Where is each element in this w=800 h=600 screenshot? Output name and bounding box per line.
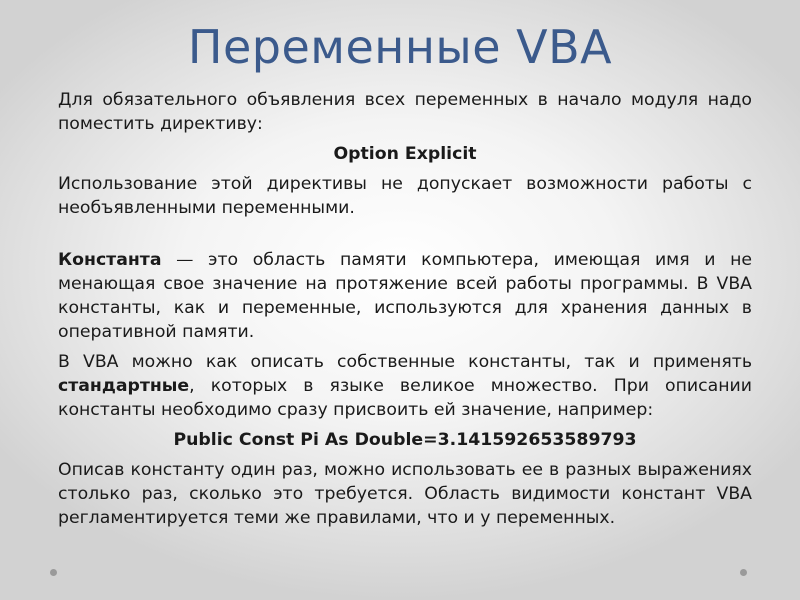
paragraph-scope: Описав константу один раз, можно использовать ее в разных выражениях столько раз, сколько это требуется. Область видимости констант VBA регламентируется теми же правилами, что и у переменных. [58,460,752,528]
slide-body [58,88,752,530]
term-constant: Константа [58,250,162,270]
paragraph-directive-usage: Использование этой директивы не допускает возможности работы с необъявленными переменными. [58,174,752,218]
paragraph-declaration: Для обязательного объявления всех переменных в начало модуля надо поместить директиву: [58,90,752,134]
standard-constants-text-start: В VBA можно как описать собственные константы, так и применять [58,352,752,372]
slide-title: Переменные VBA [187,20,613,74]
right-corner-dot [740,569,747,576]
paragraph-standard-constants [58,350,752,422]
constant-definition-text: — это область памяти компьютера, имеющая имя и не менающая свое значение на протяжение всей работы программы. В VBA константы, как и переменные, используются для хранения данных в оперативной памяти. [58,250,752,342]
paragraph-constant-definition [58,248,752,344]
left-corner-dot [50,569,57,576]
term-standard: стандартные [58,376,190,396]
directive-code: Option Explicit [333,144,477,164]
example-code: Public Const Pi As Double=3.141592653589793 [173,430,637,450]
standard-constants-text-end: , которых в языке великое множество. При описании константы необходимо сразу присвоить ей значение, например: [58,376,752,420]
